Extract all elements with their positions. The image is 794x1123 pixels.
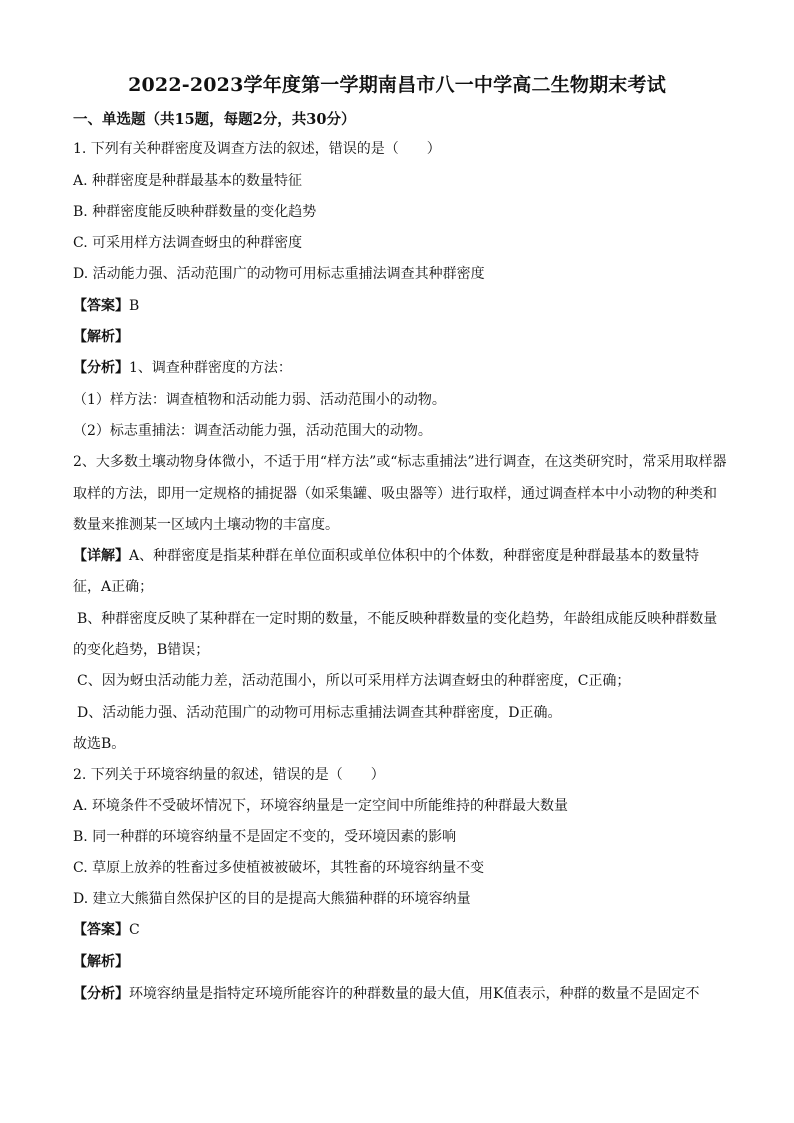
analysis-label: 【解析】 — [73, 329, 129, 345]
detail-c: C、因为蚜虫活动能力差，活动范围小，所以可采用样方法调查蚜虫的种群密度，C正确； — [77, 673, 631, 689]
question-2-option-b: B. 同一种群的环境容纳量不是固定不变的，受环境因素的影响 — [73, 829, 457, 845]
point-2-line-1: 2、大多数土壤动物身体微小，不适于用“样方法”或“标志重捕法”进行调查，在这类研究时，常采用取样器 — [73, 454, 727, 470]
answer-label: 【答案】 — [73, 922, 129, 938]
fenxi-text: 环境容纳量是指特定环境所能容许的种群数量的最大值，用K值表示，种群的数量不是固定不 — [129, 986, 700, 1002]
question-1-fenxi — [73, 358, 733, 378]
analysis-label: 【解析】 — [73, 954, 129, 970]
question-2-fenxi — [73, 984, 733, 1004]
question-2-option-c: C. 草原上放养的牲畜过多使植被被破坏，其牲畜的环境容纳量不变 — [73, 860, 485, 876]
question-2-option-a: A. 环境条件不受破坏情况下，环境容纳量是一定空间中所能维持的种群最大数量 — [73, 798, 569, 814]
fenxi-label: 【分析】 — [73, 360, 129, 376]
point-2-line-2: 取样的方法，即用一定规格的捕捉器（如采集罐、吸虫器等）进行取样，通过调查样本中小动物的种类和 — [73, 486, 717, 502]
detail-label: 【详解】 — [73, 548, 129, 564]
method-1: （1）样方法：调查植物和活动能力弱、活动范围小的动物。 — [73, 392, 446, 408]
answer-label: 【答案】 — [73, 298, 129, 314]
detail-a-line-2: 征，A正确； — [73, 579, 154, 595]
question-2-option-d: D. 建立大熊猫自然保护区的目的是提高大熊猫种群的环境容纳量 — [73, 891, 471, 907]
detail-d: D、活动能力强、活动范围广的动物可用标志重捕法调查其种群密度，D正确。 — [77, 705, 562, 721]
question-1-option-b: B. 种群密度能反映种群数量的变化趋势 — [73, 204, 317, 220]
question-1-detail-a-line-1 — [73, 546, 733, 566]
question-1-option-a: A. 种群密度是种群最基本的数量特征 — [73, 173, 303, 189]
conclusion: 故选B。 — [73, 736, 126, 752]
question-1-analysis-label — [73, 327, 733, 347]
section-heading: 一、单选题（共15题，每题2分，共30分） — [73, 111, 356, 128]
fenxi-text: 1、调查种群密度的方法： — [129, 360, 292, 376]
question-2-analysis-label — [73, 952, 733, 972]
question-1-option-c: C. 可采用样方法调查蚜虫的种群密度 — [73, 235, 303, 251]
question-2-answer — [73, 920, 733, 940]
method-2: （2）标志重捕法：调查活动能力强，活动范围大的动物。 — [73, 423, 432, 439]
question-1-answer — [73, 296, 733, 316]
question-1-option-d: D. 活动能力强、活动范围广的动物可用标志重捕法调查其种群密度 — [73, 266, 485, 282]
question-2-stem: 2. 下列关于环境容纳量的叙述，错误的是（ ） — [73, 767, 385, 783]
answer-value: B — [129, 298, 140, 314]
fenxi-label: 【分析】 — [73, 986, 129, 1002]
detail-a-text: A、种群密度是指某种群在单位面积或单位体积中的个体数，种群密度是种群最基本的数量特 — [129, 548, 700, 564]
question-1-stem: 1. 下列有关种群密度及调查方法的叙述，错误的是（ ） — [73, 141, 441, 157]
exam-title: 2022-2023学年度第一学期南昌市八一中学高二生物期末考试 — [128, 74, 666, 96]
detail-b-line-2: 的变化趋势，B错误； — [73, 642, 210, 658]
answer-value: C — [129, 922, 140, 938]
point-2-line-3: 数量来推测某一区域内土壤动物的丰富度。 — [73, 517, 339, 533]
detail-b-line-1: B、种群密度反映了某种群在一定时期的数量，不能反映种群数量的变化趋势，年龄组成能反映种群数量 — [77, 611, 718, 627]
